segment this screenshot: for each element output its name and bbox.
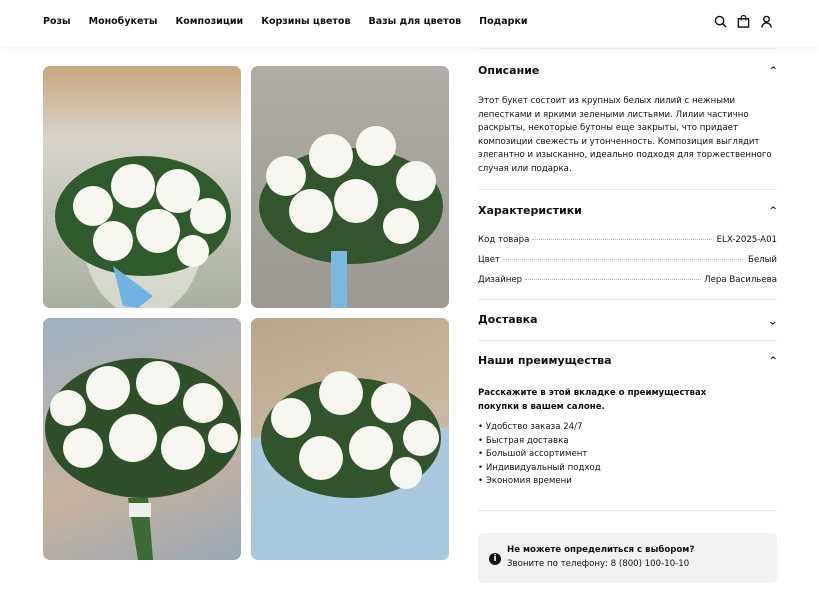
- list-item: • Удобство заказа 24/7: [478, 421, 601, 435]
- spec-row: [478, 235, 777, 245]
- spec-label: Дизайнер: [478, 275, 523, 285]
- user-icon[interactable]: [760, 15, 773, 28]
- list-item: • Индивидуальный подход: [478, 462, 601, 476]
- product-photo-2[interactable]: [251, 66, 449, 308]
- chevron-down-icon[interactable]: ^: [769, 314, 777, 325]
- specs-title: Характеристики: [478, 204, 582, 217]
- specs-header[interactable]: [478, 204, 777, 217]
- help-phone[interactable]: Звоните по телефону: 8 (800) 100-10-10: [507, 559, 690, 569]
- chevron-up-icon[interactable]: ^: [769, 65, 777, 76]
- nav-roses[interactable]: Розы: [43, 16, 71, 27]
- search-icon[interactable]: [714, 15, 727, 28]
- list-item: • Экономия времени: [478, 475, 601, 489]
- advantages-title: Наши преимущества: [478, 354, 612, 367]
- product-photo-3[interactable]: [43, 318, 241, 560]
- spec-value: Лера Васильева: [704, 275, 777, 285]
- spec-label: Цвет: [478, 255, 501, 265]
- top-divider: [478, 48, 777, 49]
- chevron-up-icon[interactable]: ^: [769, 205, 777, 216]
- divider: [478, 189, 777, 190]
- description-header[interactable]: [478, 64, 777, 77]
- spec-row: [478, 275, 777, 285]
- nav-vases[interactable]: Вазы для цветов: [368, 16, 462, 27]
- product-photo-1[interactable]: [43, 66, 241, 308]
- main-nav: [43, 16, 546, 27]
- help-title: Не можете определиться с выбором?: [507, 545, 695, 555]
- nav-baskets[interactable]: Корзины цветов: [261, 16, 351, 27]
- divider: [478, 299, 777, 300]
- spec-value: Белый: [747, 255, 777, 265]
- delivery-header[interactable]: [478, 313, 777, 326]
- advantages-intro: Расскажите в этой вкладке о преимуществах покупки в вашем салоне.: [478, 388, 707, 412]
- spec-value: ELX-2025-A01: [716, 235, 777, 245]
- product-photo-4[interactable]: [251, 318, 449, 560]
- header: [0, 0, 819, 47]
- spec-row: [478, 255, 777, 265]
- nav-gifts[interactable]: Подарки: [479, 16, 528, 27]
- description-title: Описание: [478, 64, 540, 77]
- chevron-up-icon[interactable]: ^: [769, 355, 777, 366]
- bag-icon[interactable]: [737, 15, 750, 28]
- list-item: • Быстрая доставка: [478, 435, 601, 449]
- divider: [478, 340, 777, 341]
- list-item: • Большой ассортимент: [478, 448, 601, 462]
- nav-compositions[interactable]: Композиции: [175, 16, 244, 27]
- help-banner: [478, 533, 777, 583]
- nav-monobouquets[interactable]: Монобукеты: [88, 16, 158, 27]
- spec-label: Код товара: [478, 235, 530, 245]
- delivery-title: Доставка: [478, 313, 538, 326]
- description-text: Этот букет состоит из крупных белых лилий с нежными лепестками и яркими зелеными листьями. Лилии частично раскрыты, некоторые бутоны еще закрыты, что придает композиции свежесть и утонченность. Композиция выглядит элегантно и изысканно, идеально подходя для торжественного случая или подарка.: [478, 96, 772, 174]
- advantages-header[interactable]: [478, 354, 777, 367]
- advantages-list: [478, 421, 601, 489]
- info-icon: i: [489, 553, 501, 565]
- divider: [478, 510, 777, 511]
